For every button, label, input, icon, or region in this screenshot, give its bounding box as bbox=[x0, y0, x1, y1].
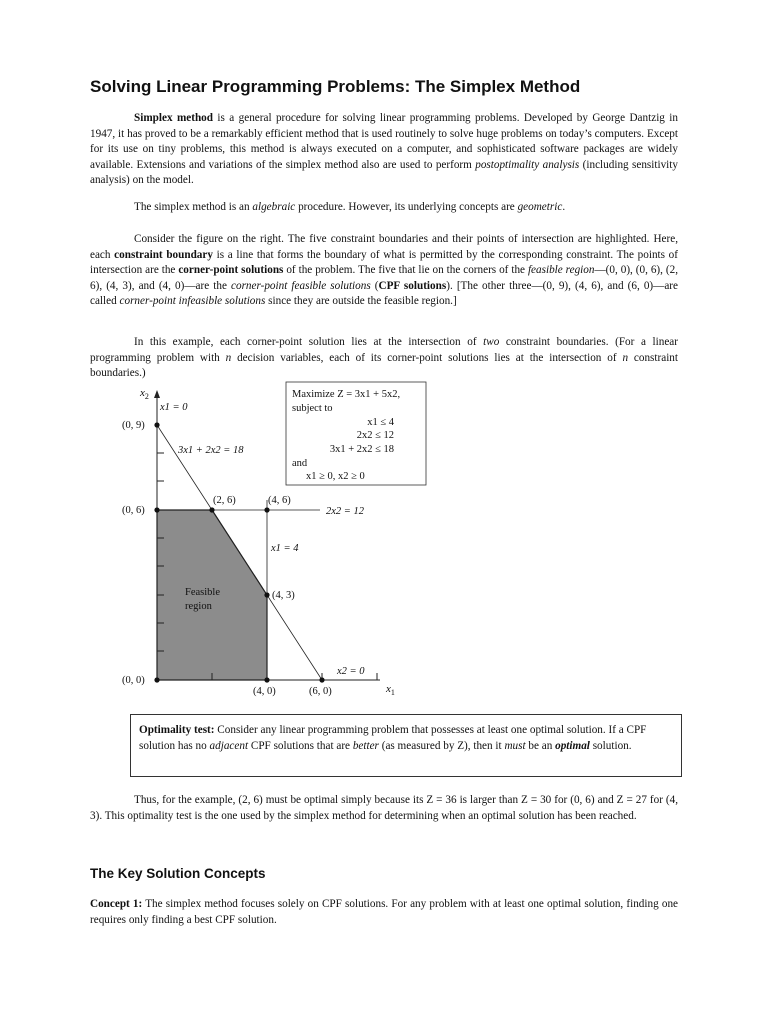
paragraph-example: Thus, for the example, (2, 6) must be optimal simply because its Z = 36 is larger than Z = 30 for (0, 6) and Z = 27 for (4, 3). This optimality test is the one used by the simplex method for determining when an optimal solution has been reached. bbox=[90, 794, 678, 822]
label-x2-eq-0: x2 = 0 bbox=[337, 666, 365, 677]
text-run: Consider the figure on the right. The five constraint boundaries and their points of intersection are highlighted. Here, each bbox=[90, 233, 678, 261]
label-2-6: (2, 6) bbox=[213, 495, 236, 506]
model-maximize: Maximize Z = 3x1 + 5x2, bbox=[292, 389, 401, 400]
y-axis-arrow bbox=[154, 390, 160, 398]
label-4-3: (4, 3) bbox=[272, 590, 295, 601]
text-run: . bbox=[562, 201, 566, 213]
text-run: be an bbox=[525, 739, 556, 752]
label-2x2-12: 2x2 = 12 bbox=[326, 506, 364, 517]
text-run: procedure. However, its underlying concepts are bbox=[295, 201, 518, 213]
term-optimal: optimal bbox=[555, 739, 590, 752]
term-algebraic: algebraic bbox=[252, 201, 296, 213]
concept-label: Concept 1: bbox=[90, 898, 143, 910]
text-run: is a general procedure for solving linear programming problems. Developed by George Dantzig in 1947, it has proved to be a remarkably efficient method that is used routinely to solve huge problems on today’s computers. Except for its use on tiny problems, this method is always executed on a computer, and sophisticated software packages are widely available. Extensions and variations of the simplex method also are used to perform bbox=[90, 112, 678, 171]
label-region: region bbox=[185, 601, 212, 612]
label-0-6: (0, 6) bbox=[122, 505, 145, 516]
term-cpf-abbrev: CPF solutions bbox=[378, 279, 447, 292]
model-subject: subject to bbox=[292, 403, 333, 414]
text-run: solution. bbox=[589, 739, 632, 752]
text-run: since they are outside the feasible region.] bbox=[265, 295, 457, 307]
text-run: (as measured by Z), then it bbox=[378, 739, 505, 752]
label-x1-eq-0: x1 = 0 bbox=[160, 402, 188, 413]
model-and: and bbox=[292, 458, 308, 469]
label-feasible: Feasible bbox=[185, 587, 220, 598]
section-heading: The Key Solution Concepts bbox=[90, 866, 266, 881]
label-4-6: (4, 6) bbox=[268, 495, 291, 506]
label-0-9: (0, 9) bbox=[122, 420, 145, 431]
label-4-0: (4, 0) bbox=[253, 686, 276, 697]
term-adjacent: adjacent bbox=[209, 739, 249, 752]
term-n: n bbox=[622, 351, 629, 364]
term-corner-point-solutions: corner-point solutions bbox=[178, 264, 284, 276]
term-n: n bbox=[225, 351, 232, 364]
model-c2: 2x2 ≤ 12 bbox=[356, 430, 394, 441]
model-c3: 3x1 + 2x2 ≤ 18 bbox=[329, 444, 394, 455]
text-run: In this example, each corner-point solution lies at the intersection of bbox=[134, 336, 484, 348]
term-feasible-region: feasible region bbox=[527, 264, 595, 276]
term-cpf-solutions: corner-point feasible solutions bbox=[231, 279, 371, 292]
x-axis-label: $x_1$ bbox=[386, 683, 395, 697]
text-run: (including sensitivity analysis) on the model. bbox=[90, 158, 678, 186]
term-infeasible-solutions: corner-point infeasible solutions bbox=[119, 295, 266, 307]
text-run: The simplex method is an bbox=[134, 201, 253, 213]
text-run: ). [The other three—(0, 9), (4, 6), and (6, 0)—are called bbox=[90, 279, 679, 307]
term-geometric: geometric bbox=[517, 201, 563, 213]
label-6-0: (6, 0) bbox=[309, 686, 332, 697]
term-simplex-method: Simplex method bbox=[134, 112, 213, 124]
term-constraint-boundary: constraint boundary bbox=[114, 248, 213, 261]
model-nonneg: x1 ≥ 0, x2 ≥ 0 bbox=[306, 471, 365, 482]
text-run: decision variables, each of its corner-point solutions lies at the intersection of bbox=[231, 351, 623, 364]
text-run: Consider any linear programming problem that possesses at least one optimal solution. If a CPF solution has no bbox=[139, 724, 647, 752]
label-0-0: (0, 0) bbox=[122, 675, 145, 686]
label-3x1-2x2-18: 3x1 + 2x2 = 18 bbox=[178, 445, 244, 456]
term-postoptimality: postoptimality analysis bbox=[475, 158, 580, 171]
y-axis-label: $x_2$ bbox=[140, 387, 149, 401]
text-run: constraint boundaries.) bbox=[90, 351, 679, 379]
text-run: of the problem. The five that lie on the corners of the bbox=[283, 264, 528, 276]
term-better: better bbox=[352, 739, 379, 752]
term-must: must bbox=[504, 739, 526, 752]
text-run: CPF solutions that are bbox=[248, 739, 353, 752]
box-heading: Optimality test: bbox=[139, 724, 215, 736]
page-title: Solving Linear Programming Problems: The Simplex Method bbox=[90, 77, 581, 96]
text-run: is a line that forms the boundary of what is permitted by the corresponding constraint. The points of intersection are the bbox=[90, 248, 678, 276]
term-two: two bbox=[483, 336, 500, 348]
text-run: —(0, 0), (0, 6), (2, 6), (4, 3), and (4, 0)—are the bbox=[90, 264, 678, 292]
text-run: The simplex method focuses solely on CPF solutions. For any problem with at least one optimal solution, finding one requires only finding a best CPF solution. bbox=[90, 898, 678, 926]
label-x1-eq-4: x1 = 4 bbox=[271, 543, 299, 554]
model-c1: x1 ≤ 4 bbox=[367, 417, 394, 428]
text-run: constraint boundaries. (For a linear programming problem with bbox=[90, 336, 678, 364]
text-run: ( bbox=[370, 279, 379, 292]
